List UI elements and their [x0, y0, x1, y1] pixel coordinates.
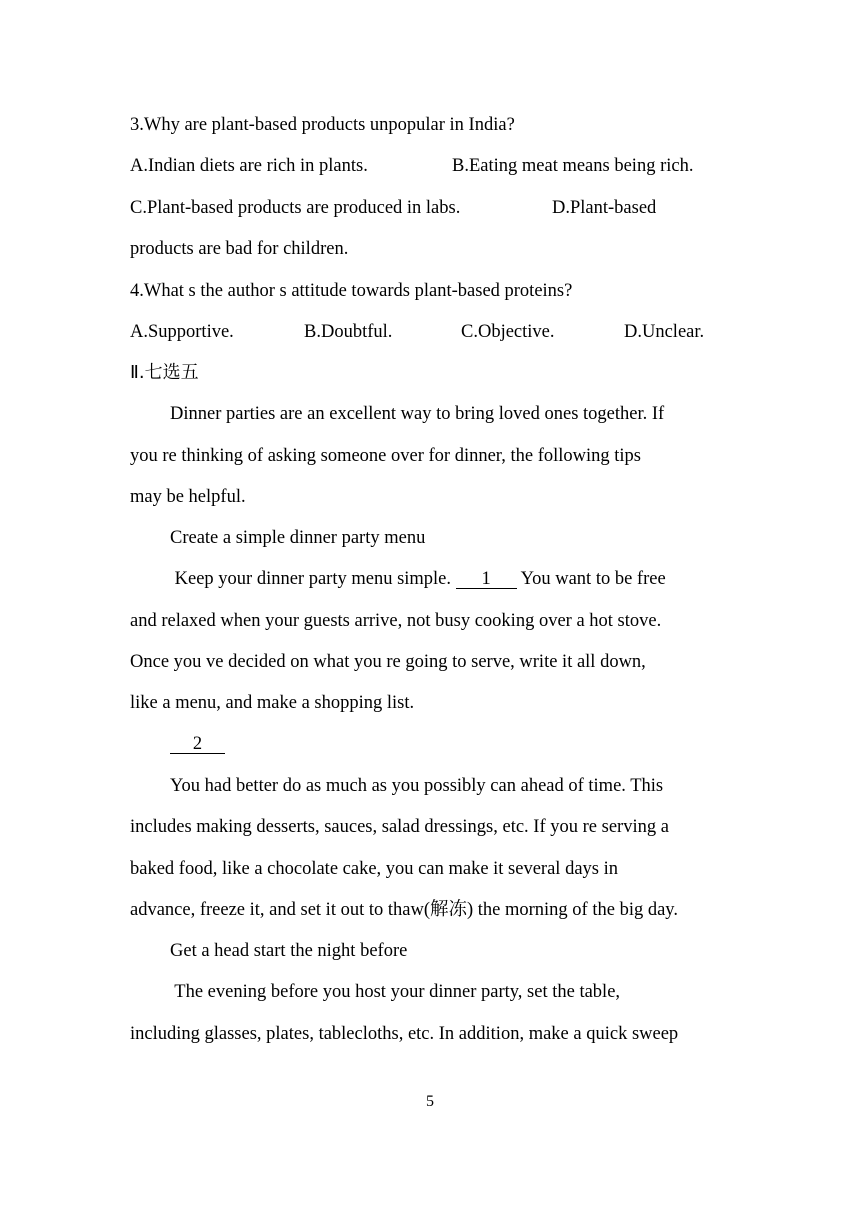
q3-option-c: C.Plant-based products are produced in labs.	[130, 198, 461, 218]
passage-p1-line3: may be helpful.	[130, 487, 246, 507]
passage-p3-line1: You had better do as much as you possibly can ahead of time. This	[170, 776, 664, 796]
passage-p3-line3: baked food, like a chocolate cake, you can make it several days in	[130, 859, 618, 879]
passage-p3-line2: includes making desserts, sauces, salad dressings, etc. If you re serving a	[130, 817, 669, 837]
blank-2-line	[170, 733, 225, 755]
passage-p4-line2: including glasses, plates, tablecloths, etc. In addition, make a quick sweep	[130, 1024, 679, 1044]
passage-p2-line1-start: Keep your dinner party menu simple.	[170, 569, 456, 589]
q3-option-d-start: D.Plant-based	[552, 198, 657, 218]
heading-simple-menu: Create a simple dinner party menu	[170, 528, 426, 548]
blank-1[interactable]: 1	[456, 570, 517, 589]
q3-stem: 3.Why are plant-based products unpopular in India?	[130, 115, 515, 135]
q3-option-a: A.Indian diets are rich in plants.	[130, 156, 368, 176]
passage-p1-line2: you re thinking of asking someone over for dinner, the following tips	[130, 446, 641, 466]
q4-option-d: D.Unclear.	[624, 322, 705, 342]
heading-head-start: Get a head start the night before	[170, 941, 408, 961]
passage-p2-line2: and relaxed when your guests arrive, not busy cooking over a hot stove.	[130, 611, 662, 631]
blank-2[interactable]: 2	[170, 735, 225, 754]
passage-p2-line1	[170, 568, 666, 590]
passage-p2-line4: like a menu, and make a shopping list.	[130, 693, 415, 713]
q4-stem: 4.What s the author s attitude towards plant-based proteins?	[130, 281, 573, 301]
q3-option-d-end: products are bad for children.	[130, 239, 349, 259]
passage-p1-line1: Dinner parties are an excellent way to bring loved ones together. If	[170, 404, 665, 424]
page-number: 5	[426, 1093, 434, 1110]
q4-option-b: B.Doubtful.	[304, 322, 393, 342]
passage-p2-line1-end: You want to be free	[516, 569, 666, 589]
passage-p4-line1: The evening before you host your dinner party, set the table,	[170, 982, 621, 1002]
section-title: Ⅱ.七选五	[130, 362, 199, 383]
q4-option-a: A.Supportive.	[130, 322, 234, 342]
q3-option-b: B.Eating meat means being rich.	[452, 156, 694, 176]
q4-option-c: C.Objective.	[461, 322, 555, 342]
passage-p3-line4: advance, freeze it, and set it out to thaw(解冻) the morning of the big day.	[130, 900, 678, 920]
passage-p2-line3: Once you ve decided on what you re going to serve, write it all down,	[130, 652, 646, 672]
